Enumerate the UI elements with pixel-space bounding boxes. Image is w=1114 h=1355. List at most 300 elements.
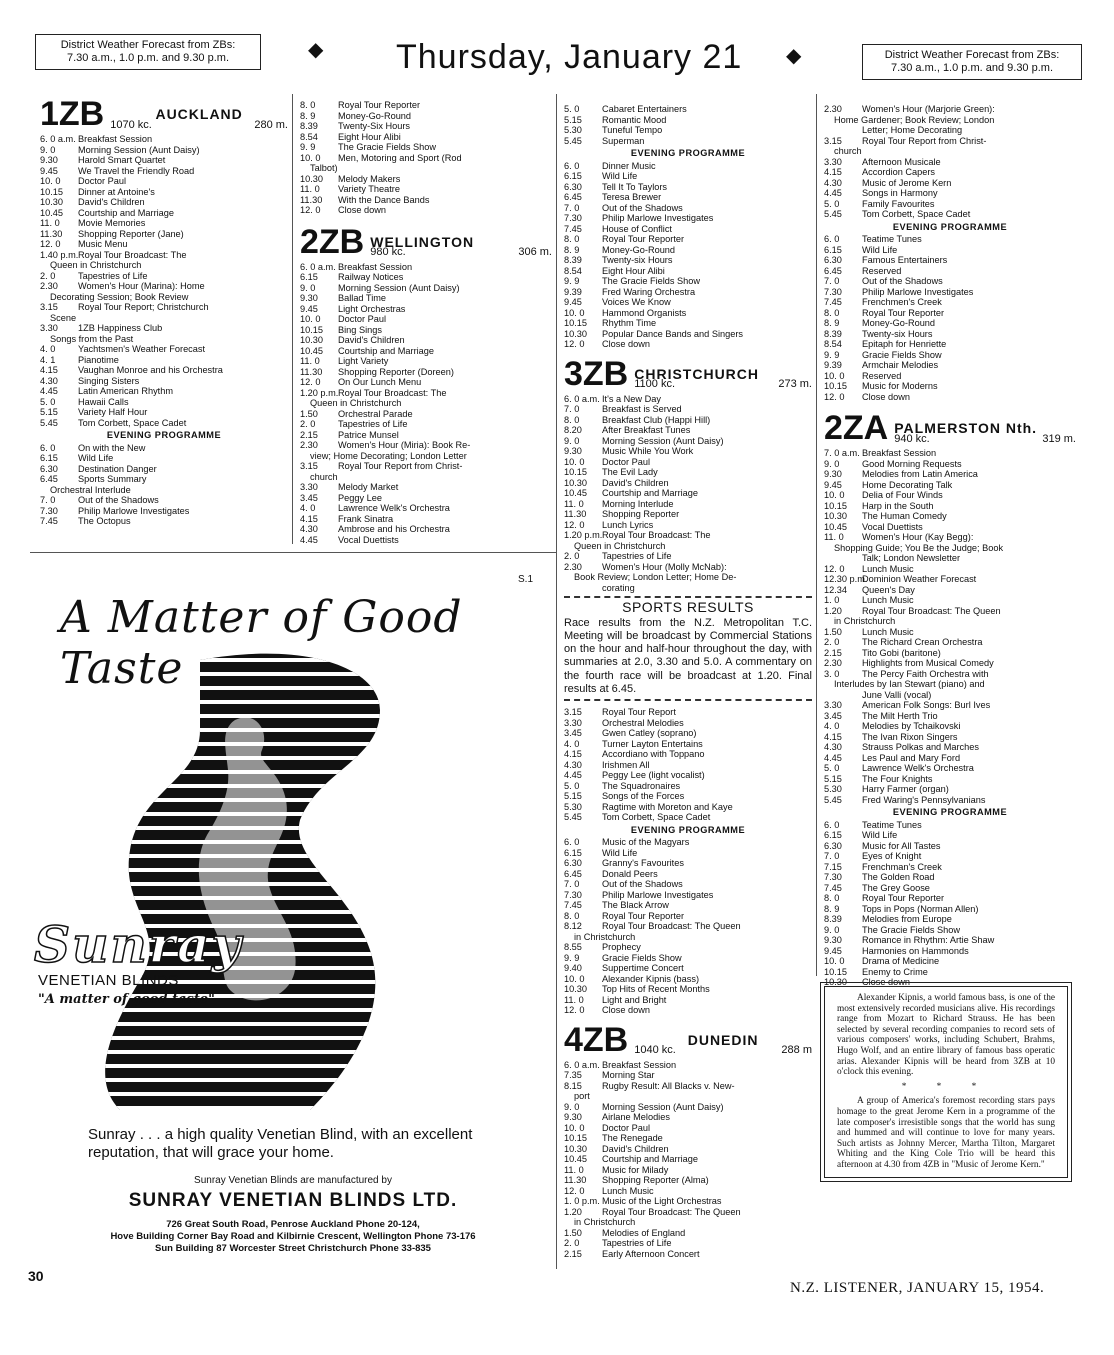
col4-evening-row [824,392,1076,403]
2za-row [824,522,1076,533]
2za-row [824,490,1076,501]
programme-time: 8. 0 [564,910,580,921]
programme-time: 1.20 p.m. [300,387,339,398]
3zb-afternoon-row [564,718,812,729]
programme-title: Queen's Day [862,584,915,595]
programme-time: 5.30 [824,784,842,794]
column-4 [824,104,1076,988]
programme-time: 8. 9 [300,110,316,121]
col3-evening-row [564,182,812,193]
programme-title: Morning Session (Aunt Daisy) [602,1101,724,1112]
4zb-row [564,1175,812,1186]
2zb-row [300,514,552,525]
programme-time: 9. 0 [564,1101,580,1112]
programme-time: 9. 9 [824,349,840,360]
programme-title: Tom Corbett, Space Cadet [78,417,187,428]
2za-row [824,532,1076,543]
2zb-row [300,388,552,399]
programme-title: Dominion Weather Forecast [862,574,977,584]
1zb-evening-row [40,443,288,454]
4zb-row [564,1060,812,1071]
programme-title: Top Hits of Recent Months [602,984,710,995]
programme-time: 2. 0 [300,419,316,429]
diamond-left-icon: ◆ [308,39,324,61]
programme-title: Armchair Melodies [862,360,939,370]
programme-title: We Travel the Friendly Road [78,165,195,176]
1zb-row [40,166,288,177]
col4-top-row [824,136,1076,147]
programme-continuation: church [310,471,338,482]
programme-time: 3.30 [40,323,58,333]
programme-time: 2.15 [824,647,842,658]
programme-title: Wild Life [78,453,114,463]
2za-evening-row [824,851,1076,862]
station-header-3zb [564,354,812,393]
sports-results-text: Race results from the N.Z. Metropolitan T.C. Meeting will be broadcast by Commercial Stations on the hour and half-hour throughout the day, with summaries at 2.0, 3.30 and 5.0. A commentary on the fourth race will be broadcast at 1.20. Final results at 6.45. [564,616,812,695]
note-separator: * * * [901,1081,991,1092]
programme-title: Money-Go-Round [338,110,412,121]
schedule-col3-top [564,104,812,146]
weather-left-line-2: 7.30 a.m., 1.0 p.m. and 9.30 p.m. [66,52,230,64]
programme-title: Strauss Polkas and Marches [862,742,979,752]
programme-title: On with the New [78,442,146,453]
1zb-row [40,176,288,187]
col3-evening-row [564,287,812,298]
programme-time: 4. 0 [824,721,840,731]
col4-evening-row [824,339,1076,350]
programme-continuation: Shopping Guide; You Be the Judge; Book [834,542,1004,553]
programme-time: 5.15 [824,773,842,784]
programme-title: Lawrence Welk's Orchestra [862,763,974,773]
programme-title: Tapestries of Life [338,419,408,429]
programme-title: Melodies by Tchaikovski [862,721,961,731]
programme-time: 4.45 [824,188,842,198]
1zb-row [40,155,288,166]
3zb-evening-row [564,900,812,911]
programme-time: 8.39 [824,914,842,924]
programme-title: Royal Tour Report; Christchurch [78,302,209,312]
programme-time: 8.39 [824,328,842,339]
col4-evening-row [824,255,1076,266]
4zb-row [564,1238,812,1249]
programme-title: The Four Knights [862,773,933,784]
programme-title: Superman [602,135,645,146]
programme-title: Royal Tour Broadcast: The Queen [602,1206,741,1217]
col2-top-row [300,195,552,206]
2zb-row [300,503,552,514]
programme-title: Latin American Rhythm [78,386,173,396]
2za-row [824,732,1076,743]
programme-title: Family Favourites [862,198,935,209]
programme-time: 8.54 [564,265,582,276]
programme-title: Hawaii Calls [78,396,129,407]
station-header-1zb [40,95,288,133]
col4-evening-row [824,360,1076,371]
programme-title: Twenty-six Hours [602,255,673,265]
programme-title: Bing Sings [338,324,382,335]
col4-top-row [824,167,1076,178]
publication-line: N.Z. LISTENER, JANUARY 15, 1954. [790,1280,1045,1296]
col4-top-row [824,157,1076,168]
2zb-row [300,535,552,546]
programme-title: Morning Session (Aunt Daisy) [338,282,460,293]
note-kipnis: Alexander Kipnis, a world famous bass, is one of the most extensively recorded musicians alive. His recordings range from Mozart to Richard Strauss. He has been selected by several recording companies to record sets of various composers' works, including Schubert, Brahms, Hugo Wolf, and an entire library of famous bass operatic arias. Alexander Kipnis will be heard from 3ZB at 10 o'clock this evening. [837,993,1055,1078]
programme-time: 10.30 [564,328,587,339]
programme-time: 7. 0 [564,879,580,890]
programme-title: Destination Danger [78,463,157,474]
ad-top-rule [30,552,556,553]
programme-time: 9. 9 [300,142,316,152]
weather-box-right [862,44,1082,80]
col2-top-row [300,111,552,122]
programme-time: 10.45 [564,1154,587,1165]
programme-title: Lunch Music [862,626,914,637]
programme-time: 9.39 [564,286,582,297]
programme-title: The Ivan Rixon Singers [862,731,958,742]
3zb-row [564,425,812,436]
programme-title: Royal Tour Reporter [602,910,685,921]
programme-title: Frenchmen's Creek [862,297,942,307]
programme-title: Songs of the Forces [602,791,685,802]
programme-time: 5. 0 [824,198,840,209]
col3-evening-row [564,339,812,350]
programme-title: Out of the Shadows [78,495,159,505]
programme-title: Gracie Fields Show [602,952,682,963]
schedule-1zb [40,134,288,428]
3zb-evening-row [564,858,812,869]
programme-title: Shopping Reporter [602,509,680,519]
programme-time: 11.30 [300,194,323,205]
programme-time: 12. 0 [300,205,321,215]
3zb-afternoon-row [564,749,812,760]
2za-evening-row [824,883,1076,894]
programme-title: Breakfast Session [338,261,413,272]
sports-results-title: SPORTS RESULTS [622,599,754,615]
programme-title: Breakfast Club (Happi Hill) [602,414,711,425]
schedule-1zb-evening [40,443,288,527]
programme-title: Morning Session (Aunt Daisy) [78,144,200,155]
2zb-row [300,335,552,346]
programme-time: 6. 0 [564,160,580,171]
3zb-afternoon-row [564,707,812,718]
column-1 [40,94,288,527]
programme-time: 7.30 [824,286,842,297]
3zb-evening-row [564,869,812,880]
2za-row [824,480,1076,491]
4zb-row [564,1249,812,1260]
programme-title: Les Paul and Mary Ford [862,752,961,763]
programme-time: 6.15 [40,453,58,463]
1zb-row [40,407,288,418]
programme-time: 6. 0 a.m. [564,393,600,404]
2zb-row [300,356,552,367]
programme-title: The Human Comedy [862,511,947,521]
programme-time: 12. 0 [40,239,61,249]
col4-evening-row [824,266,1076,277]
programme-time: 10.15 [564,467,587,477]
4zb-row [564,1081,812,1092]
programme-time: 2.30 [824,104,842,114]
col4-evening-row [824,276,1076,287]
programme-time: 9.30 [564,1112,582,1123]
programme-title: Men, Motoring and Sport (Rod [338,152,462,163]
programme-time: 8. 0 [564,414,580,425]
programme-time: 10.30 [40,197,63,207]
programme-title: Melody Market [338,482,399,492]
blind-slat [50,1050,560,1054]
programme-title: Talk; London Newsletter [862,553,961,563]
kc-1zb: 1070 kc. [110,118,152,131]
schedule-col4-evening [824,234,1076,402]
programme-title: The Squadronaires [602,780,681,791]
programme-time: 1.50 [824,626,842,637]
programme-title: Accordion Capers [862,167,936,177]
kc-2zb: 980 kc. [370,246,406,258]
programme-time: 10. 0 [824,490,845,500]
programme-title: Out of the Shadows [602,879,683,890]
3zb-evening-row [564,974,812,985]
programme-time: 5.30 [564,125,582,135]
programme-time: 4. 0 [40,344,56,354]
programme-title: Eight Hour Alibi [602,265,665,276]
programme-time: 11.30 [300,366,323,377]
programme-time: 11. 0 [824,532,844,542]
programme-time: 5.45 [40,417,58,428]
programme-title: Shopping Reporter (Alma) [602,1175,709,1186]
programme-title: Wild Life [862,830,898,840]
programme-time: 7. 0 [824,851,840,861]
programme-title: Courtship and Marriage [338,345,435,356]
programme-time: 5. 0 [564,780,580,791]
programme-title: Frank Sinatra [338,513,394,524]
metres-1zb: 280 m. [254,118,288,131]
2zb-row [300,283,552,294]
programme-time: 10.30 [564,984,587,995]
programme-time: 4.45 [300,534,318,545]
col4-evening-row [824,297,1076,308]
programme-time: 6.30 [564,181,582,192]
3zb-evening-row [564,963,812,974]
programme-title: Tapestries of Life [602,1238,672,1249]
blind-slat [50,784,560,788]
programme-title: The Gracie Fields Show [602,276,701,286]
col2-top-row [300,184,552,195]
3zb-afternoon-row [564,812,812,823]
programme-title: Wild Life [602,171,638,181]
programme-time: 4.30 [824,742,842,752]
programme-title: Tom Corbett, Space Cadet [602,812,711,823]
programme-title: Home Decorating Talk [862,479,953,490]
programme-time: 6. 0 [824,234,840,244]
programme-time: 8. 9 [824,903,840,914]
1zb-evening-row [40,474,288,485]
programme-time: 5.15 [40,407,58,417]
programme-title: Gwen Catley (soprano) [602,728,697,739]
programme-time: 6.15 [824,830,842,840]
col3-evening-row [564,234,812,245]
programme-time: 4. 0 [300,503,316,513]
programme-title: Money-Go-Round [602,244,676,255]
schedule-2za-evening [824,820,1076,988]
4zb-row [564,1123,812,1134]
programme-time: 10. 0 [40,176,61,186]
2za-row [824,795,1076,806]
1zb-row [40,323,288,334]
programme-continuation: Home Gardener; Book Review; London [834,114,995,125]
col3-evening-row [564,276,812,287]
programme-title: Courtship and Marriage [602,1154,699,1165]
column-rule-1 [292,94,293,544]
1zb-row [40,344,288,355]
programme-title: The Richard Crean Orchestra [862,637,983,647]
programme-title: Popular Dance Bands and Singers [602,328,743,339]
programme-time: 2. 0 [564,551,580,561]
programme-title: Peggy Lee (light vocalist) [602,770,705,781]
blind-slat [50,672,560,676]
programme-time: 8. 0 [824,893,840,903]
programme-title: The Octopus [78,516,131,526]
programme-time: 1.20 p.m. [564,530,603,540]
1zb-row [40,418,288,429]
kc-2za: 940 kc. [894,432,930,445]
programme-title: corating [602,582,635,593]
programme-time: 7.30 [824,872,842,882]
programme-title: Harp in the South [862,500,934,511]
4zb-row [564,1196,812,1207]
programme-time: 6.45 [564,192,582,202]
3zb-row [564,415,812,426]
diamond-right-icon: ◆ [786,45,802,67]
weather-right-line-1: District Weather Forecast from ZBs: [884,49,1060,61]
col3-evening-row [564,297,812,308]
3zb-evening-row [564,911,812,922]
programme-time: 4.45 [824,752,842,763]
2zb-row [300,419,552,430]
programme-title: Suppertime Concert [602,963,684,974]
programme-time: 8. 9 [564,244,580,255]
col4-top-row [824,104,1076,115]
blind-slat [50,1092,560,1096]
1zb-row [40,365,288,376]
programme-title: Morning Star [602,1070,655,1081]
programme-title: Courtship and Marriage [78,207,175,218]
metres-4zb: 288 m [781,1044,812,1057]
2za-row [824,595,1076,606]
col3-top-row [564,115,812,126]
2za-row [824,742,1076,753]
programme-title: Light Orchestras [338,303,406,314]
programme-continuation: Interludes by Ian Stewart (piano) and [834,679,985,689]
programme-time: 7. 0 [564,202,580,213]
programme-time: 2. 0 [564,1238,580,1249]
kc-3zb: 1100 kc. [634,378,676,390]
programme-time: 12. 0 [564,519,585,530]
blind-slat [50,896,560,900]
programme-title: Patrice Munsel [338,429,399,440]
2za-evening-row [824,925,1076,936]
programme-time: 2.15 [564,1248,582,1259]
3zb-row [564,446,812,457]
col4-top-row [824,188,1076,199]
programme-time: 9. 9 [564,952,580,963]
programme-time: 3.15 [40,302,58,312]
programme-title: Breakfast Session [602,1059,677,1070]
programme-title: Royal Tour Report from Christ- [862,135,987,146]
programme-time: 9.45 [300,303,318,314]
2zb-row [300,524,552,535]
programme-title: Close down [602,339,651,349]
1zb-row [40,187,288,198]
programme-time: 5.45 [564,135,582,146]
col3-top-row [564,136,812,147]
programme-time: 9.45 [824,945,842,956]
programme-time: 12.34 [824,584,847,595]
programme-title: Women's Hour (Marina): Home [78,281,205,291]
programme-title: Afternoon Musicale [862,156,941,167]
programme-time: 4.15 [40,365,58,375]
programme-title: Tapestries of Life [602,551,672,561]
2za-evening-row [824,904,1076,915]
2zb-row [300,377,552,388]
programme-title: Gracie Fields Show [862,349,942,360]
weather-right-line-2: 7.30 a.m., 1.0 p.m. and 9.30 p.m. [890,62,1054,74]
col3-evening-row [564,245,812,256]
programme-time: 4.30 [40,375,58,386]
programme-title: Cabaret Entertainers [602,104,687,114]
ad-maker-line: Sunray Venetian Blinds are manufactured by [194,1175,392,1186]
programme-time: 10.45 [300,345,323,356]
programme-time: 2.30 [564,561,582,572]
city-2za: PALMERSTON Nth. [894,420,1038,436]
programme-continuation: view; Home Decorating; London Letter [310,450,467,461]
programme-time: 2.30 [824,658,842,668]
3zb-afternoon-row [564,791,812,802]
programme-time: 3.45 [300,492,318,503]
col4-evening-row [824,329,1076,340]
programme-continuation: Queen in Christchurch [310,398,402,408]
programme-title: Frenchman's Creek [862,861,942,872]
2za-evening-row [824,946,1076,957]
programme-time: 10.45 [40,207,63,218]
programme-time: 4. 0 [564,738,580,749]
programme-time: 6.45 [564,868,582,879]
programme-title: The Renegade [602,1133,663,1144]
programme-time: 9. 0 [564,435,580,446]
schedule-col3-evening [564,161,812,350]
1zb-row [40,355,288,366]
programme-time: 9.30 [824,935,842,945]
blind-slat [50,714,560,718]
programme-title: Music for All Tastes [862,840,941,851]
blind-slat [50,728,560,732]
blind-slat [50,658,560,662]
2za-row [824,627,1076,638]
3zb-row [564,478,812,489]
schedule-3zb-evening [564,837,812,1016]
programme-time: 6. 0 a.m. [300,261,336,272]
col4-top-row [824,125,1076,136]
3zb-evening-row [564,995,812,1006]
3zb-evening-row [564,984,812,995]
programme-continuation: Queen in Christchurch [50,260,142,270]
programme-time: 10. 0 [564,456,585,467]
2za-row [824,711,1076,722]
programme-time [564,583,602,594]
1zb-row [40,218,288,229]
programme-time: 9. 9 [564,276,580,286]
column-rule-3 [816,94,817,976]
programme-time: 10.30 [564,1143,587,1154]
